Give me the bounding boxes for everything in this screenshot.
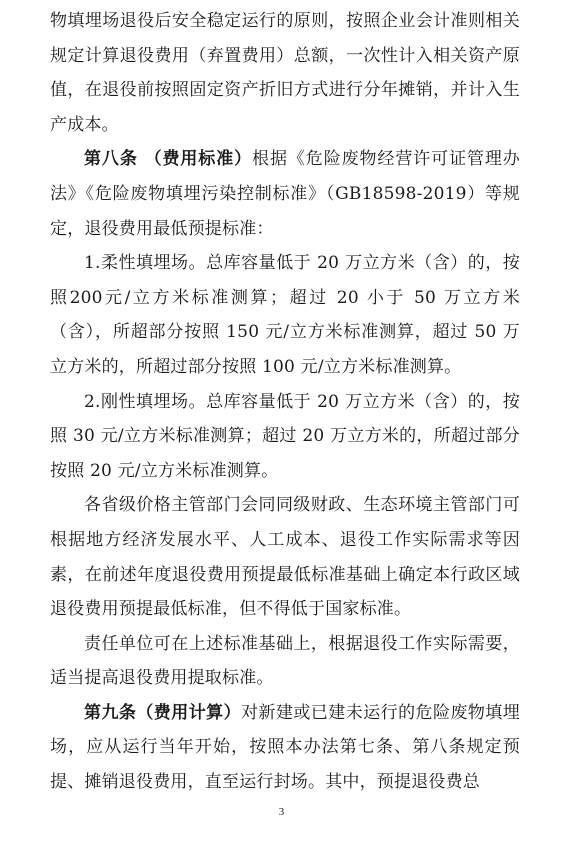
paragraph-text: 责任单位可在上述标准基础上，根据退役工作实际需要，适当提高退役费用提取标准。 [50,633,520,689]
paragraph-text: 物填埋场退役后安全稳定运行的原则，按照企业会计准则相关规定计算退役费用（弃置费用）总额，一次性计入相关资产原值，在退役前按照固定资产折旧方式进行分年摊销，并计入生产成本。 [50,11,520,135]
paragraph-article-9 [50,696,520,800]
paragraph-responsible-unit [50,627,520,696]
paragraph-text: 根据《危险废物经营许可证管理办法》《危险废物填埋污染控制标准》（GB18598-2019）等规定，退役费用最低预提标准： [50,149,521,239]
paragraph-provincial-standard [50,488,520,626]
paragraph-flexible-landfill [50,246,520,384]
paragraph-continuation [50,4,520,142]
paragraph-article-8 [50,142,520,246]
article-heading: 第八条 （费用标准） [84,149,253,170]
paragraph-rigid-landfill [50,385,520,489]
article-heading: 第九条（费用计算） [84,702,242,723]
page-number: 3 [278,806,285,818]
paragraph-text: 1.柔性填埋场。总库容量低于 20 万立方米（含）的，按照200元/立方米标准测算；超过 20 小于 50 万立方米（含），所超部分按照 150 元/立方米标准测算，超过 50 万立方米的，所超过部分按照 100 元/立方米标准测算。 [50,253,520,377]
document-body [50,4,520,800]
paragraph-text: 对新建或已建未运行的危险废物填埋场，应从运行当年开始，按照本办法第七条、第八条规定预提、摊销退役费用，直至运行封场。其中，预提退役费总 [50,702,520,793]
paragraph-text: 各省级价格主管部门会同同级财政、生态环境主管部门可根据地方经济发展水平、人工成本、退役工作实际需求等因素，在前述年度退役费用预提最低标准基础上确定本行政区域退役费用预提最低标准，但不得低于国家标准。 [50,495,520,620]
paragraph-text: 2.刚性填埋场。总库容量低于 20 万立方米（含）的，按照 30 元/立方米标准测算；超过 20 万立方米的，所超过部分按照 20 元/立方米标准测算。 [50,391,520,481]
